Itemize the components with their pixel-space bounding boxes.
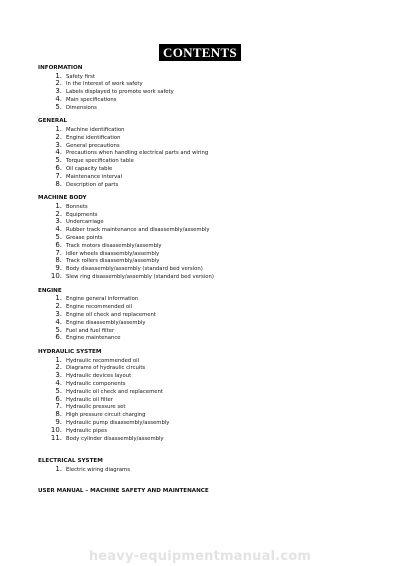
toc-item	[38, 334, 378, 342]
toc-item	[38, 295, 378, 303]
toc-item	[38, 173, 378, 181]
contents-title: CONTENTS	[159, 44, 241, 61]
item-number: 7.	[55, 248, 62, 257]
item-label: Bonnets	[66, 203, 88, 210]
item-number: 6.	[55, 240, 62, 249]
item-label: Description of parts	[66, 181, 119, 188]
item-number: 10.	[50, 272, 62, 281]
item-number: 4.	[55, 94, 62, 103]
item-number: 2.	[55, 132, 62, 141]
section-title: ENGINE	[38, 287, 62, 294]
item-label: Undercarriage	[66, 219, 104, 226]
item-label: Track rollers disassembly/assembly	[66, 258, 160, 265]
item-label: Hydraulic pipes	[66, 427, 108, 434]
item-label: Equipments	[66, 211, 98, 218]
item-number: 6.	[55, 333, 62, 342]
item-number: 7.	[55, 171, 62, 180]
toc-item	[38, 357, 378, 365]
item-number: 5.	[55, 102, 62, 111]
item-label: High pressure circuit charging	[66, 412, 146, 419]
section-title: ELECTRICAL SYSTEM	[38, 458, 103, 465]
toc-item	[38, 126, 378, 134]
toc-item	[38, 372, 378, 380]
item-label: Idler wheels disassembly/assembly	[66, 250, 160, 257]
item-number: 2.	[55, 363, 62, 372]
item-label: Precautions when handling electrical parts and wiring	[66, 150, 209, 157]
toc-item	[38, 80, 378, 88]
item-number: 10.	[50, 425, 62, 434]
item-number: 1.	[55, 294, 62, 303]
toc-item	[38, 181, 378, 189]
item-label: Diagrams of hydraulic circuits	[66, 365, 146, 372]
toc-item	[38, 88, 378, 96]
item-number: 2.	[55, 209, 62, 218]
toc-item	[38, 142, 378, 150]
toc-item	[38, 73, 378, 81]
section-information	[38, 65, 378, 111]
item-label: Electric wiring diagrams	[66, 466, 130, 473]
item-label: Fuel and fuel filter	[66, 327, 115, 334]
item-label: Engine oil check and replacement	[66, 311, 156, 318]
item-label: Hydraulic oil filter	[66, 396, 113, 403]
item-label: Oil capacity table	[66, 165, 113, 172]
item-number: 8.	[55, 179, 62, 188]
item-label: Engine general information	[66, 296, 139, 303]
section-general	[38, 118, 378, 188]
toc-item	[38, 165, 378, 173]
item-number: 1.	[55, 464, 62, 473]
item-label: Hydraulic devices layout	[66, 373, 132, 380]
section-title: GENERAL	[38, 118, 68, 125]
item-label: Safety first	[66, 73, 95, 80]
item-label: Torque specification table	[66, 158, 134, 165]
manual-section-title: USER MANUAL – MACHINE SAFETY AND MAINTENANCE	[38, 487, 209, 494]
item-number: 4.	[55, 379, 62, 387]
toc-item	[38, 218, 378, 226]
toc-item	[38, 265, 378, 273]
item-number: 1.	[55, 355, 62, 364]
toc-item	[38, 96, 378, 104]
toc-item	[38, 134, 378, 142]
toc-item	[38, 226, 378, 234]
item-number: 5.	[55, 386, 62, 395]
item-number: 9.	[55, 264, 62, 273]
item-number: 8.	[55, 410, 62, 419]
toc-item	[38, 250, 378, 258]
item-label: Engine disassembly/assembly	[66, 319, 146, 326]
item-number: 1.	[55, 71, 62, 80]
toc-item	[38, 149, 378, 157]
item-label: Track motors disassembly/assembly	[66, 242, 162, 249]
section-title: MACHINE BODY	[38, 195, 87, 202]
item-label: Body disassembly/assembly (standard bed version)	[66, 266, 203, 273]
toc-item	[38, 419, 378, 427]
toc-item	[38, 273, 378, 281]
item-label: Hydraulic pressure set	[66, 404, 126, 411]
item-label: Engine identification	[66, 134, 121, 141]
toc-item	[38, 380, 378, 388]
section-machine-body	[38, 195, 378, 280]
section-engine	[38, 288, 378, 342]
toc-item	[38, 466, 378, 474]
toc-item	[38, 242, 378, 250]
item-number: 3.	[55, 140, 62, 149]
item-label: Maintenance interval	[66, 173, 122, 180]
toc-item	[38, 211, 378, 219]
item-number: 1.	[55, 124, 62, 133]
item-number: 3.	[55, 371, 62, 380]
item-number: 5.	[55, 325, 62, 334]
toc-item	[38, 427, 378, 435]
item-number: 3.	[55, 309, 62, 318]
table-of-contents	[38, 65, 378, 495]
item-number: 3.	[55, 217, 62, 226]
item-number: 4.	[55, 148, 62, 157]
section-title: INFORMATION	[38, 65, 83, 71]
item-label: Grease points	[66, 235, 103, 242]
item-label: Hydraulic recommended oil	[66, 357, 140, 364]
item-number: 9.	[55, 417, 62, 426]
item-number: 2.	[55, 79, 62, 88]
toc-item	[38, 157, 378, 165]
toc-item	[38, 303, 378, 311]
toc-item	[38, 104, 378, 112]
toc-item	[38, 411, 378, 419]
section-electrical-system	[38, 458, 378, 473]
toc-item	[38, 234, 378, 242]
section-title: HYDRAULIC SYSTEM	[38, 349, 102, 356]
item-number: 4.	[55, 317, 62, 326]
item-number: 6.	[55, 394, 62, 403]
item-label: Rubber track maintenance and disassembly/assembly	[66, 227, 210, 234]
item-number: 2.	[55, 302, 62, 311]
toc-item	[38, 403, 378, 411]
item-number: 8.	[55, 256, 62, 265]
toc-item	[38, 311, 378, 319]
item-label: Hydraulic components	[66, 381, 126, 387]
item-number: 11.	[50, 433, 62, 442]
toc-item	[38, 319, 378, 327]
item-number: 1.	[55, 201, 62, 210]
item-label: Engine recommended oil	[66, 304, 133, 311]
item-label: Dimensions	[66, 104, 97, 111]
item-label: Machine identification	[66, 126, 125, 133]
item-label: Hydraulic pump disassembly/assembly	[66, 419, 170, 426]
toc-item	[38, 257, 378, 265]
toc-item	[38, 203, 378, 211]
item-label: Engine maintenance	[66, 335, 121, 342]
title-container	[0, 42, 400, 61]
section-hydraulic-system	[38, 349, 378, 442]
item-label: Main specifications	[66, 96, 117, 103]
item-label: Body cylinder disassembly/assembly	[66, 435, 164, 442]
item-label: Hydraulic oil check and replacement	[66, 388, 163, 395]
item-number: 7.	[55, 402, 62, 411]
toc-item	[38, 435, 378, 443]
toc-item	[38, 388, 378, 396]
item-number: 4.	[55, 225, 62, 234]
item-label: General precautions	[66, 142, 120, 149]
item-label: In the interest of work safety	[66, 81, 143, 88]
watermark: heavy-equipmentmanual.com	[88, 549, 312, 564]
item-number: 6.	[55, 163, 62, 172]
toc-item	[38, 396, 378, 404]
toc-item	[38, 364, 378, 372]
toc-item	[38, 327, 378, 335]
item-number: 5.	[55, 156, 62, 165]
item-label: Labels displayed to promote work safety	[66, 89, 174, 96]
item-number: 3.	[55, 87, 62, 96]
item-label: Slew ring disassembly/assembly (standard bed version)	[66, 274, 214, 281]
item-number: 5.	[55, 233, 62, 242]
